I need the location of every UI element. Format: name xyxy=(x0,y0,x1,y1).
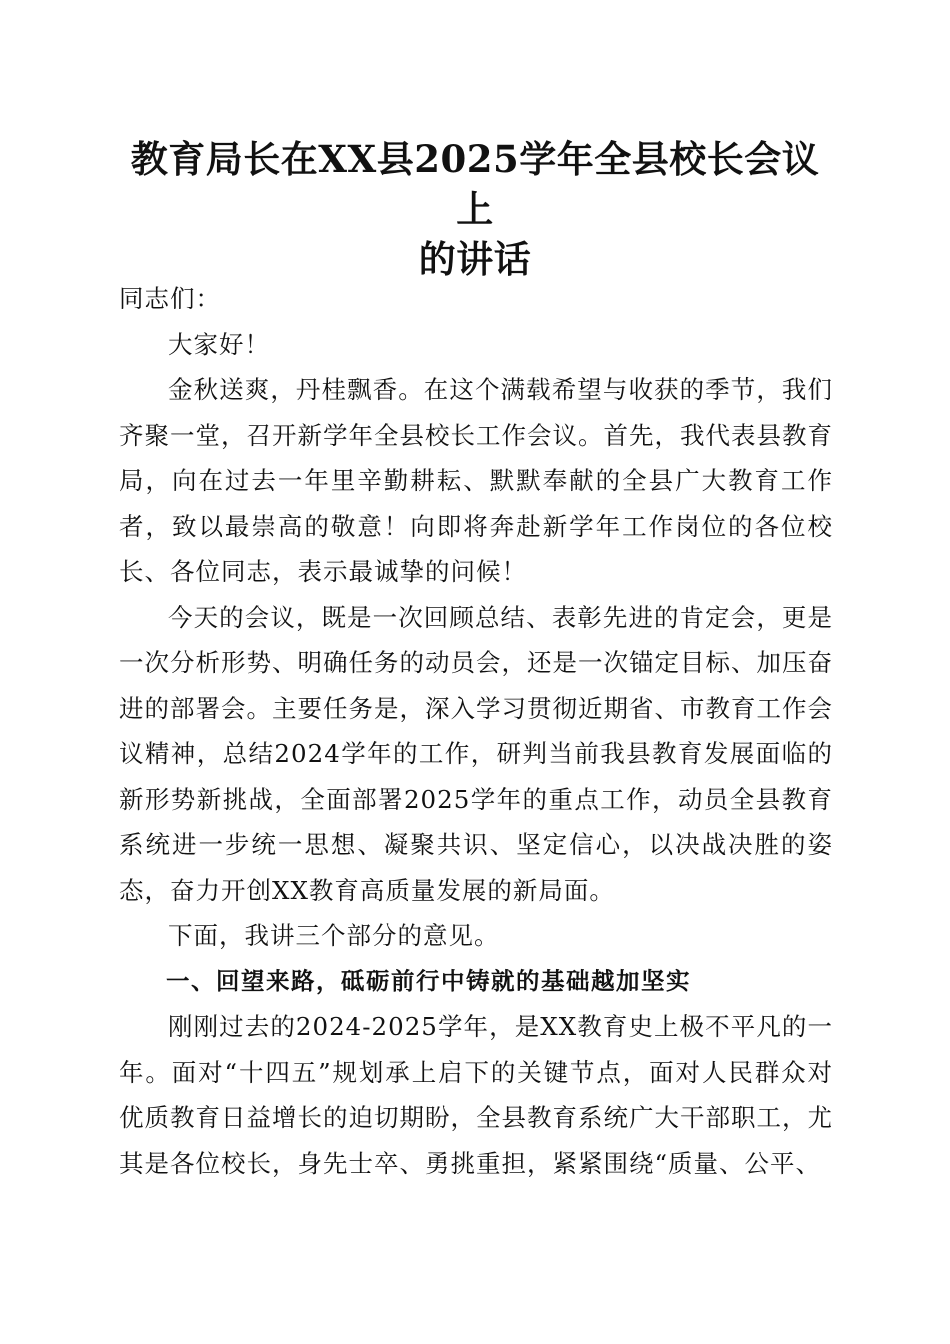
paragraph-outline: 下面，我讲三个部分的意见。 xyxy=(168,921,500,950)
section-heading-1: 一、回望来路，砥砺前行中铸就的基础越加坚实 xyxy=(166,966,691,995)
paragraph-meeting-purpose: 今天的会议，既是一次回顾总结、表彰先进的肯定会，更是一次分析形势、明确任务的动员会，还是一次锚定目标、加压奋进的部署会。主要任务是，深入学习贯彻近期省、市教育工作会议精神，总结2024学年的工作，研判当前我县教育发展面临的新形势新挑战，全面部署2025学年的重点工作，动员全县教育系统进一步统一思想、凝聚共识、坚定信心，以决战决胜的姿态，奋力开创XX教育高质量发展的新局面。 xyxy=(119,602,833,905)
document-body xyxy=(119,276,833,1186)
salutation: 同志们： xyxy=(119,284,221,313)
title-line-1: 教育局长在XX县2025学年全县校长会议上 xyxy=(130,137,820,231)
title-line-2: 的讲话 xyxy=(418,237,532,281)
greeting: 大家好！ xyxy=(168,329,270,359)
document-title xyxy=(120,134,830,284)
paragraph-review: 刚刚过去的2024-2025学年，是XX教育史上极不平凡的一年。面对“十四五”规划承上启下的关键节点，面对人民群众对优质教育日益增长的迫切期盼，全县教育系统广大干部职工，尤其是各位校长，身先士卒、勇挑重担，紧紧围绕“质量、公平、 xyxy=(119,1012,833,1178)
paragraph-opening: 金秋送爽，丹桂飘香。在这个满载希望与收获的季节，我们齐聚一堂，召开新学年全县校长工作会议。首先，我代表县教育局，向在过去一年里辛勤耕耘、默默奉献的全县广大教育工作者，致以最崇高的敬意！向即将奔赴新学年工作岗位的各位校长、各位同志，表示最诚挚的问候！ xyxy=(119,375,833,586)
